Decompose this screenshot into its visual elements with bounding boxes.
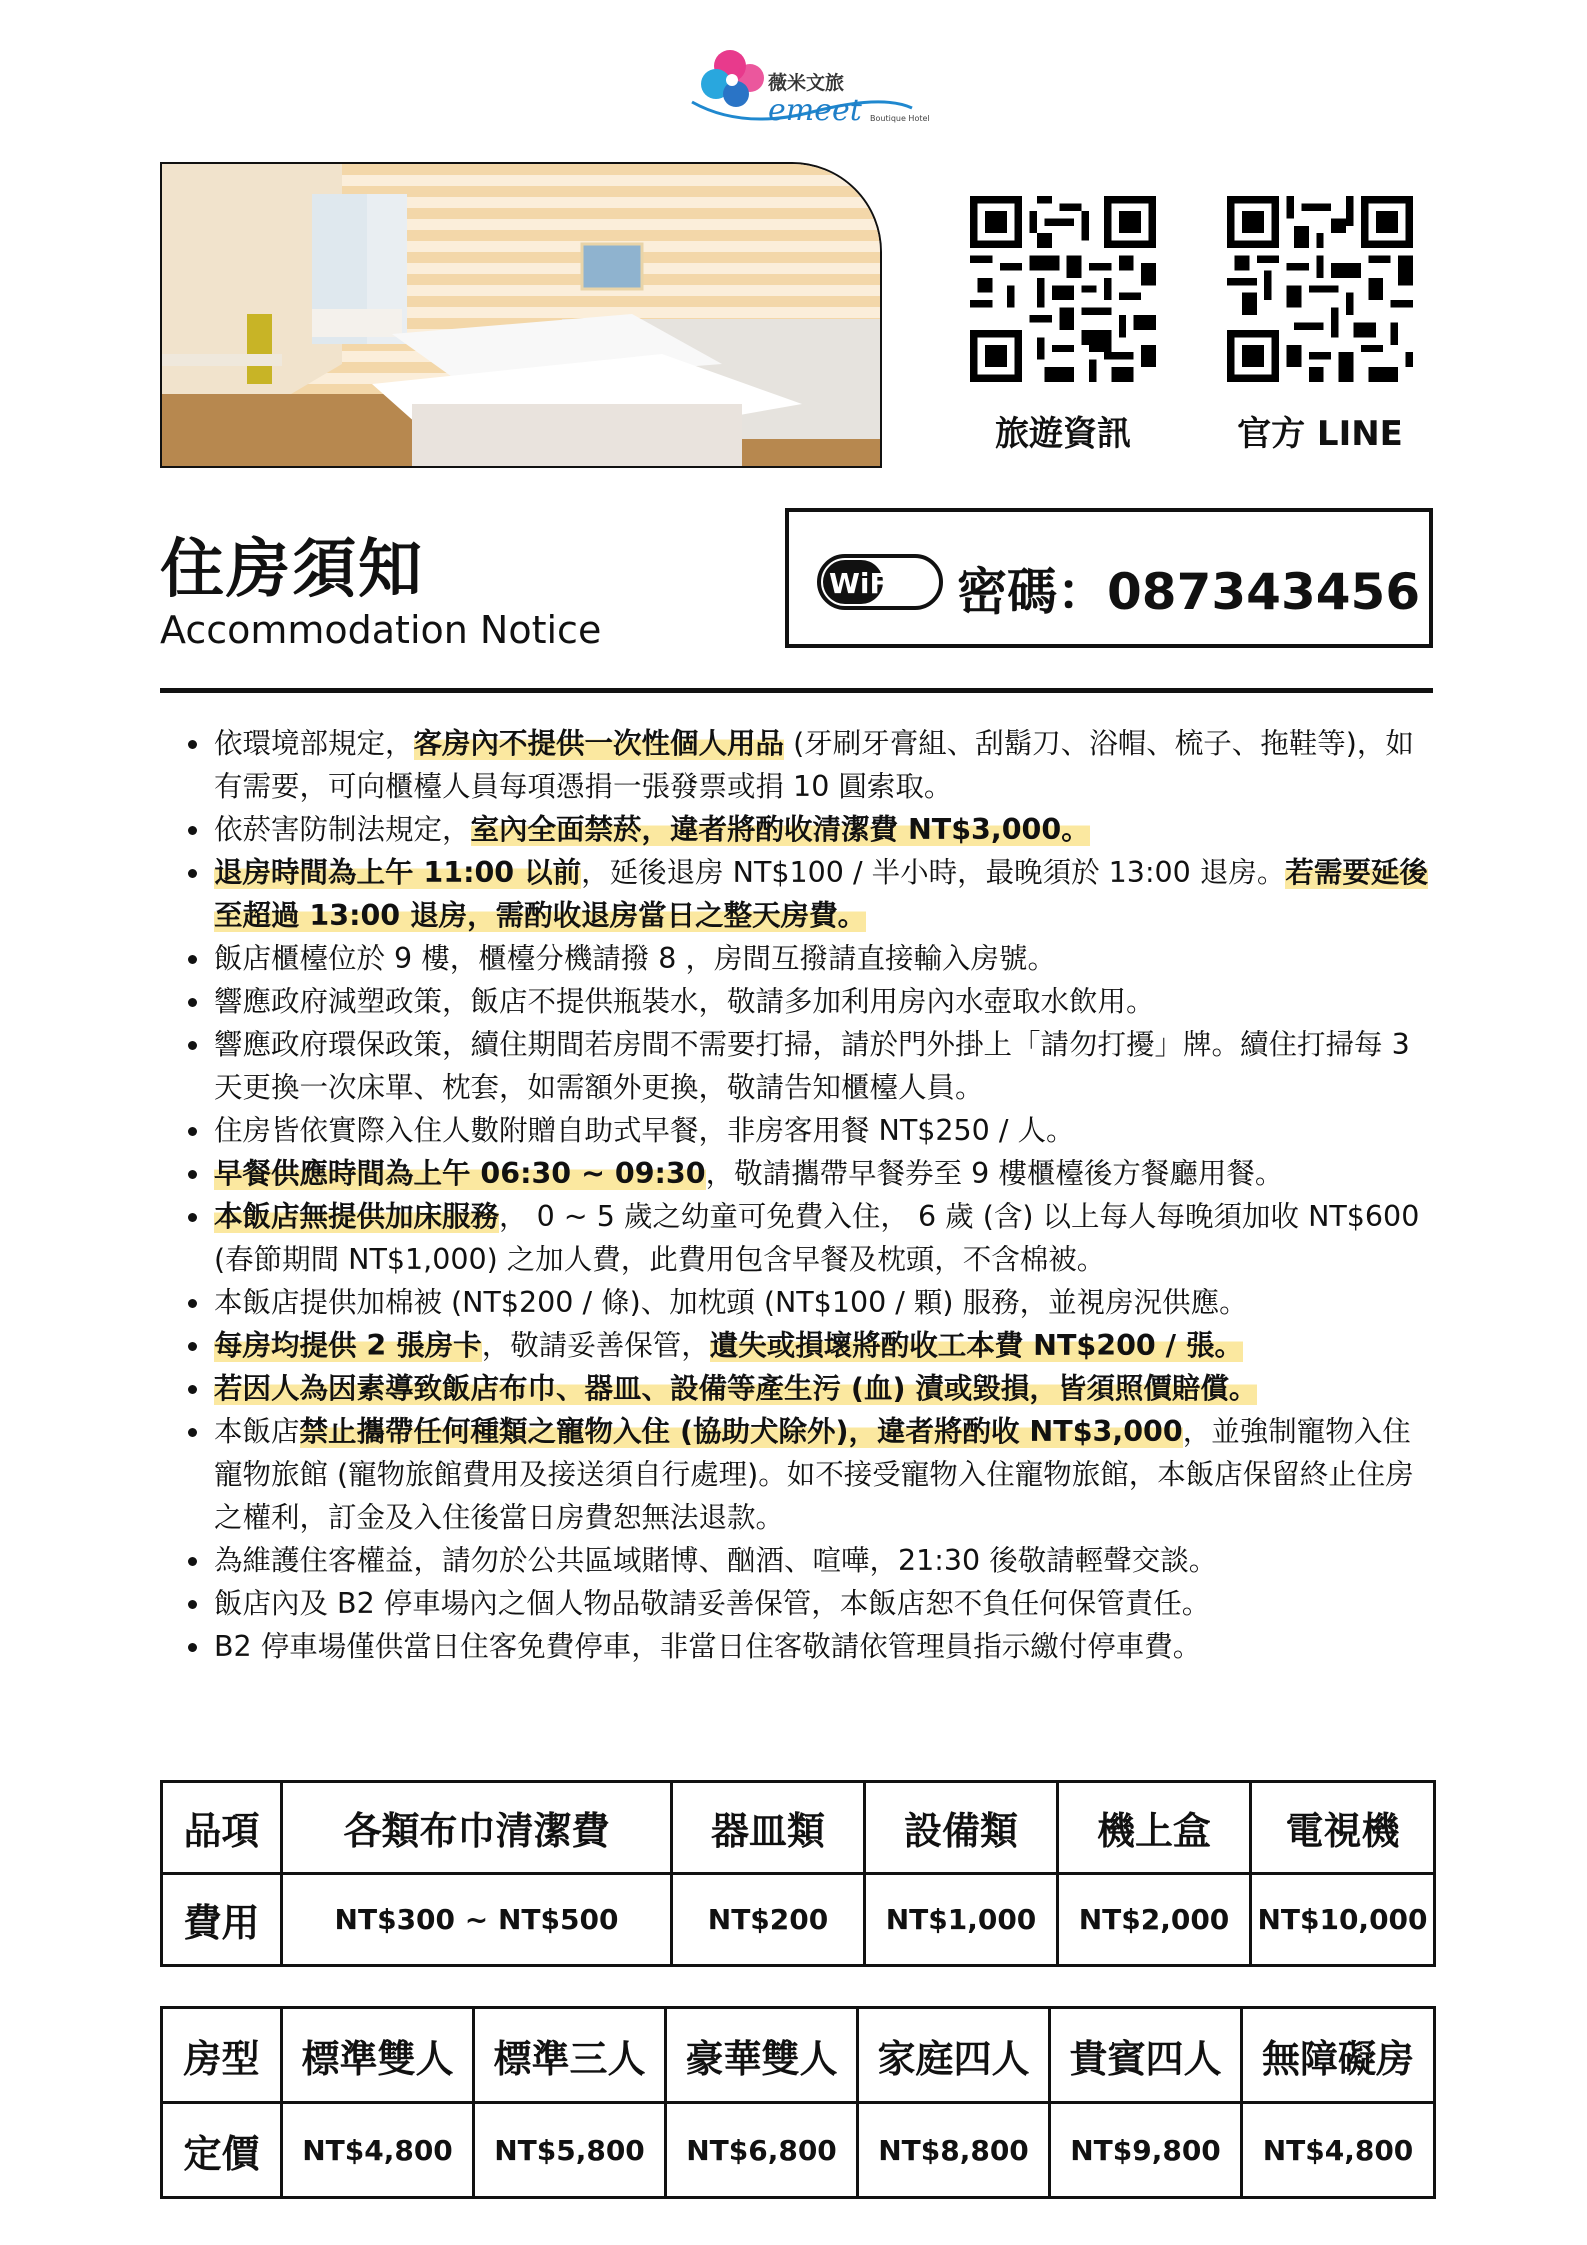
notice-item — [182, 1625, 1434, 1668]
table-cell: NT$4,800 — [1242, 2103, 1435, 2198]
notice-highlight: 客房內不提供一次性個人用品 — [413, 727, 785, 760]
notice-text: 本飯店 — [214, 1415, 300, 1448]
notice-item — [182, 1109, 1434, 1152]
table-header-cell: 器皿類 — [672, 1782, 865, 1874]
table-row-label: 品項 — [162, 1782, 282, 1874]
table-header-cell: 電視機 — [1251, 1782, 1435, 1874]
notice-text: (牙刷牙膏組、刮鬍刀、浴帽、梳子、拖鞋等)，如有需要，可向櫃檯人員每項憑捐一張發票或捐 10 圓索取。 — [214, 727, 1414, 803]
wifi-password: 密碼：087343456 — [957, 563, 1421, 621]
notice-item — [182, 937, 1434, 980]
notice-text: 住房皆依實際入住人數附贈自助式早餐，非房客用餐 NT$250 / 人。 — [214, 1114, 1075, 1147]
notice-text: ，敬請攜帶早餐券至 9 樓櫃檯後方餐廳用餐。 — [705, 1157, 1284, 1190]
notice-text: 為維護住客權益，請勿於公共區域賭博、酗酒、喧嘩，21:30 後敬請輕聲交談。 — [214, 1544, 1218, 1577]
table-header-cell: 豪華雙人 — [666, 2008, 858, 2103]
notice-highlight: 早餐供應時間為上午 06:30 ~ 09:30 — [214, 1157, 706, 1190]
notice-text: 飯店櫃檯位於 9 樓，櫃檯分機請撥 8 ，房間互撥請直接輸入房號。 — [214, 942, 1057, 975]
notice-item — [182, 851, 1434, 937]
notice-list — [182, 722, 1434, 1668]
table-cell: NT$4,800 — [282, 2103, 474, 2198]
qr-label-official-line: 官方 LINE — [1237, 414, 1403, 454]
table-header-cell: 家庭四人 — [858, 2008, 1050, 2103]
notice-text: 響應政府減塑政策，飯店不提供瓶裝水，敬請多加利用房內水壺取水飲用。 — [214, 985, 1155, 1018]
table-cell: NT$2,000 — [1058, 1874, 1251, 1966]
wifi-password-box — [785, 508, 1433, 648]
page-subtitle: Accommodation Notice — [160, 608, 602, 652]
wifi-logo-text: WiFi — [829, 567, 899, 600]
notice-text: 飯店內及 B2 停車場內之個人物品敬請妥善保管，本飯店恕不負任何保管責任。 — [214, 1587, 1211, 1620]
notice-item — [182, 1410, 1434, 1539]
damage-fee-table — [160, 1780, 1436, 1967]
brand-name-zh: 薇米文旅 — [768, 72, 845, 94]
table-cell: NT$10,000 — [1251, 1874, 1435, 1966]
notice-highlight: 禁止攜帶任何種類之寵物入住 (協助犬除外)，違者將酌收 NT$3,000 — [299, 1415, 1183, 1448]
notice-text: 依菸害防制法規定， — [214, 813, 471, 846]
wifi-icon — [817, 554, 943, 610]
table-cell: NT$1,000 — [865, 1874, 1058, 1966]
notice-item — [182, 1324, 1434, 1367]
notice-item — [182, 1195, 1434, 1281]
table-row — [162, 1782, 1435, 1874]
notice-item — [182, 1539, 1434, 1582]
notice-text: ， 0 ~ 5 歲之幼童可免費入住， 6 歲 (含) 以上每人每晚須加收 NT$600 (春節期間 NT$1,000) 之加人費，此費用包含早餐及枕頭，不含棉被。 — [214, 1200, 1420, 1276]
table-header-cell: 貴賓四人 — [1050, 2008, 1242, 2103]
notice-item — [182, 1582, 1434, 1625]
table-row-label: 定價 — [162, 2103, 282, 2198]
notice-item — [182, 722, 1434, 808]
svg-text:emeet: emeet — [768, 93, 862, 128]
notice-highlight: 本飯店無提供加床服務 — [214, 1200, 500, 1233]
notice-highlight: 室內全面禁菸，違者將酌收清潔費 NT$3,000。 — [470, 813, 1090, 846]
table-cell: NT$5,800 — [474, 2103, 666, 2198]
notice-text: ，敬請妥善保管， — [481, 1329, 710, 1362]
table-row — [162, 2103, 1435, 2198]
notice-highlight: 退房時間為上午 11:00 以前 — [214, 856, 582, 889]
notice-item — [182, 1281, 1434, 1324]
notice-text: 本飯店提供加棉被 (NT$200 / 條)、加枕頭 (NT$100 / 顆) 服務，並視房況供應。 — [214, 1286, 1248, 1319]
notice-item — [182, 1367, 1434, 1410]
table-header-cell: 標準雙人 — [282, 2008, 474, 2103]
official-line-qr-code[interactable] — [1227, 196, 1413, 382]
notice-highlight: 遺失或損壞將酌收工本費 NT$200 / 張。 — [709, 1329, 1243, 1362]
notice-item — [182, 1023, 1434, 1109]
notice-item — [182, 980, 1434, 1023]
brand-tagline: Boutique Hotel — [870, 114, 930, 123]
table-row — [162, 2008, 1435, 2103]
qr-label-travel-info: 旅遊資訊 — [995, 414, 1131, 454]
room-price-table — [160, 2006, 1436, 2199]
notice-text: ，延後退房 NT$100 / 半小時，最晚須於 13:00 退房。 — [581, 856, 1286, 889]
notice-highlight: 若需要延後至超過 13:00 退房，需酌收退房當日之整天房費。 — [214, 856, 1428, 932]
table-cell: NT$8,800 — [858, 2103, 1050, 2198]
notice-text: B2 停車場僅供當日住客免費停車，非當日住客敬請依管理員指示繳付停車費。 — [214, 1630, 1202, 1663]
notice-text: 響應政府環保政策，續住期間若房間不需要打掃，請於門外掛上「請勿打擾」牌。續住打掃每 3 天更換一次床單、枕套，如需額外更換，敬請告知櫃檯人員。 — [214, 1028, 1410, 1104]
table-row-label: 費用 — [162, 1874, 282, 1966]
table-cell: NT$9,800 — [1050, 2103, 1242, 2198]
section-divider — [160, 688, 1433, 693]
page-title: 住房須知 — [160, 533, 424, 607]
table-cell: NT$200 — [672, 1874, 865, 1966]
table-header-cell: 各類布巾清潔費 — [282, 1782, 672, 1874]
table-cell: NT$6,800 — [666, 2103, 858, 2198]
notice-text: ，並強制寵物入住寵物旅館 (寵物旅館費用及接送須自行處理)。如不接受寵物入住寵物旅館，本飯店保留終止住房之權利，訂金及入住後當日房費恕無法退款。 — [214, 1415, 1414, 1534]
notice-item — [182, 1152, 1434, 1195]
notice-highlight: 若因人為因素導致飯店布巾、器皿、設備等產生污 (血) 漬或毀損，皆須照價賠償。 — [214, 1372, 1258, 1405]
table-header-cell: 無障礙房 — [1242, 2008, 1435, 2103]
notice-text: 依環境部規定， — [214, 727, 414, 760]
table-row-label: 房型 — [162, 2008, 282, 2103]
table-header-cell: 機上盒 — [1058, 1782, 1251, 1874]
table-row — [162, 1874, 1435, 1966]
travel-info-qr-code[interactable] — [970, 196, 1156, 382]
notice-highlight: 每房均提供 2 張房卡 — [214, 1329, 482, 1362]
table-header-cell: 設備類 — [865, 1782, 1058, 1874]
room-photo — [160, 162, 882, 468]
table-cell: NT$300 ~ NT$500 — [282, 1874, 672, 1966]
table-header-cell: 標準三人 — [474, 2008, 666, 2103]
notice-item — [182, 808, 1434, 851]
